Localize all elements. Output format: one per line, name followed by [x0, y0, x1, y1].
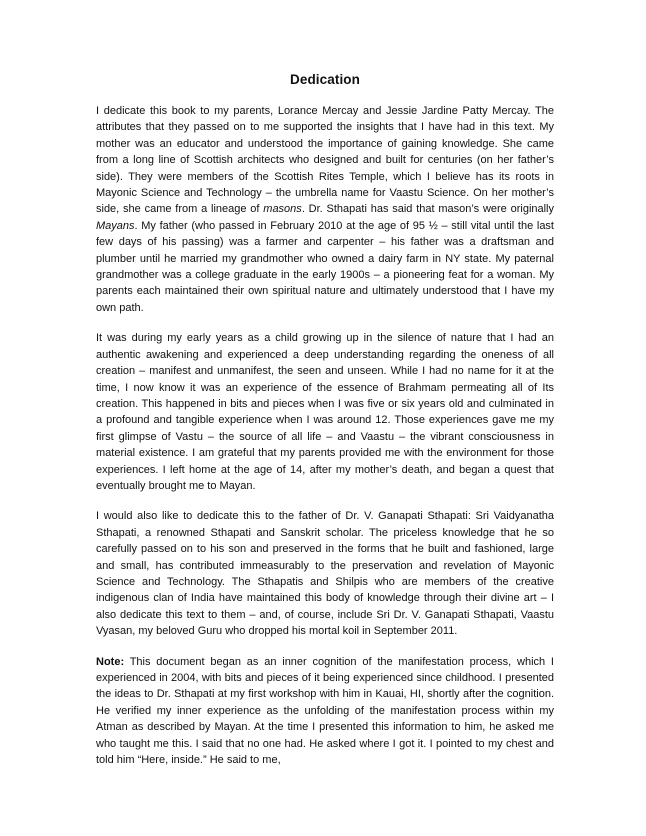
emphasis-masons: masons	[263, 203, 302, 216]
paragraph-text: . Dr. Sthapati has said that mason’s were originally	[301, 203, 555, 216]
note-text: This document began as an inner cognition of the manifestation process, which I experienced in 2004, with bits and pieces of it being experienced since childhood. I presented the ideas to Dr. Sthapati at my first workshop with him in Kauai, HI, shortly after the cognition. He verified my inner experience as the unfolding of the manifestation process within my Atman as described by Mayan. At the time I presented this information to him, he asked me who taught me this. I said that no one had. He asked where I got it. I pointed to my chest and told him “Here, inside.” He said to me,	[96, 655, 554, 767]
paragraph-childhood: It was during my early years as a child growing up in the silence of nature that I had an authentic awakening and experienced a deep understanding regarding the oneness of all creation – manifest and unmanifest, the seen and unseen. While I had no name for it at the time, I now know it was an experience of the essence of Brahmam permeating all of Its creation. This happened in bits and pieces when I was five or six years old and culminated in a profound and tangible experience when I was around 12. Those experiences gave me my first glimpse of Vastu – the source of all life – and Vaastu – the vibrant consciousness in material existence. I am grateful that my parents provided me with the environment for those experiences. I left home at the age of 14, after my mother’s death, and began a quest that eventually brought me to Mayan.	[96, 332, 554, 492]
note-label: Note:	[96, 655, 125, 668]
paragraph-text: I dedicate this book to my parents, Lorance Mercay and Jessie Jardine Patty Mercay. The attributes that they passed on to me supported the insights that I have had in this text. My mother was an educator and understood the importance of gaining knowledge. She came from a long line of Scottish architects who designed and built for centuries (on her father’s side). They were members of the Scottish Rites Temple, which I believe has its roots in Mayonic Science and Technology – the umbrella name for Vaastu Science. On her mother’s side, she came from a lineage of	[96, 105, 554, 216]
emphasis-mayans: Mayans	[96, 219, 135, 232]
paragraph-text: . My father (who passed in February 2010 at the age of 95 ½ – still vital until the last few days of his passing) was a farmer and carpenter – his father was a draftsman and plumber until he married my grandmother who owned a dairy farm in NY state. My paternal grandmother was a college graduate in the early 1900s – a pioneering feat for a woman. My parents each maintained their own spiritual nature and ultimately understood that I have my own path.	[96, 219, 554, 314]
paragraph-parents	[96, 103, 554, 316]
paragraph-note	[96, 654, 554, 769]
document-page	[96, 72, 554, 782]
paragraph-sthapati: I would also like to dedicate this to the father of Dr. V. Ganapati Sthapati: Sri Vaidyanatha Sthapati, a renowned Sthapati and Sanskrit scholar. The priceless knowledge that he so carefully passed on to his son and preserved in the forms that he built and fashioned, large and small, has contributed immeasurably to the preservation and revelation of Mayonic Science and Technology. The Sthapatis and Shilpis who are members of the creative indigenous clan of India have maintained this body of knowledge through their divine art – I also dedicate this text to them – and, of course, include Sri Dr. V. Ganapati Sthapati, Vaastu Vyasan, my beloved Guru who dropped his mortal koil in September 2011.	[96, 510, 554, 638]
page-title: Dedication	[289, 72, 360, 87]
